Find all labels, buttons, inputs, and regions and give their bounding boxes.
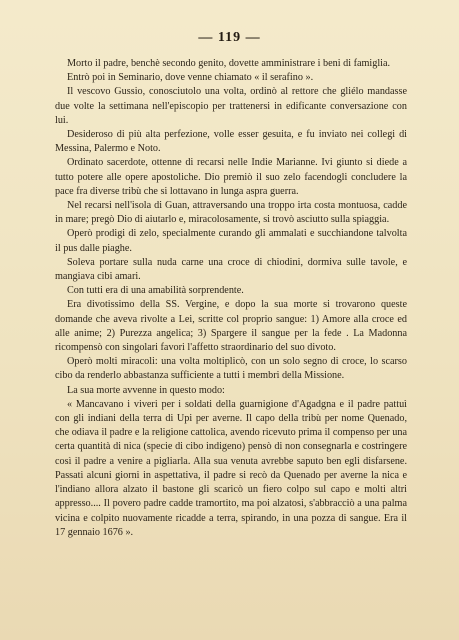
paragraph: Nel recarsi nell'isola di Guan, attraversando una troppo irta costa montuosa, cadde in mare; pregò Dio di aiutarlo e, miracolosamente, si trovò asciutto sulla spiaggia. xyxy=(55,200,407,226)
page-number: — 119 — xyxy=(198,30,261,45)
body-text xyxy=(55,57,407,540)
paragraph: Operò molti miracoli: una volta moltiplicò, con un solo segno di croce, lo scarso cibo da renderlo abbastanza sufficiente a tutti i membri della Missione. xyxy=(55,356,407,382)
paragraph: Morto il padre, benchè secondo genito, dovette amministrare i beni di famiglia. xyxy=(67,58,391,69)
paragraph: Entrò poi in Seminario, dove venne chiamato « il serafino ». xyxy=(67,72,314,84)
paragraph: Operò prodigi di zelo, specialmente curando gli ammalati e succhiandone talvolta il pus dalle piaghe. xyxy=(55,228,407,254)
paragraph: « Mancavano i viveri per i soldati della guarnigione d'Agadgna e il padre pattuì con gli indiani della terra di Upi per averne. Il capo della tribù per nome Quenado, che odiava il padre e la religione cattolica, avendo ricevuto prima il compenso per una certa quantità di nica (specie di cibo indigeno) pensò di non consegnarla e costringere così il padre a venire a pigliarla. Alla sua venuta avrebbe saputo ben egli disfarsene. Passati alcuni giorni in aspettativa, il padre si recò da Quenado per averne la nica e l'indiano allora alzato il bastone gli scaricò un fiero colpo sul capo e molti altri appresso.... Il povero padre cadde tramortito, ma poi alzatosi, s'abbracciò a una palma vicina e colpito nuovamente ricadde a terra, spirando, in una pozza di sangue. Era il 17 gennaio 1676 ». xyxy=(55,398,407,538)
paragraph: Ordinato sacerdote, ottenne di recarsi nelle Indie Marianne. Ivi giunto si diede a tutto potere alle opere apostoliche. Dio premiò il suo zelo facendogli concludere la pace fra diverse tribù che si lottavano in lunga aspra guerra. xyxy=(55,157,407,197)
paragraph: Desideroso di più alta perfezione, volle esser gesuita, e fu inviato nei collegi di Messina, Palermo e Noto. xyxy=(55,129,407,155)
paragraph: Era divotissimo della SS. Vergine, e dopo la sua morte si trovarono queste domande che aveva rivolte a Lei, scritte col proprio sangue: 1) Amore alla croce ed alle anime; 2) Purezza angelica; 3) Spargere il sangue per la fede . La Madonna ricompensò con singolari favori l'affetto straordinario del suo divoto. xyxy=(55,299,407,354)
paragraph: Soleva portare sulla nuda carne una croce di chiodini, dormiva sulle tavole, e mangiava cibi amari. xyxy=(55,256,407,283)
paragraph: Con tutti era di una amabilità sorprendente. xyxy=(67,285,244,297)
paragraph: Il vescovo Gussio, conosciutolo una volta, ordinò al rettore che gliélo mandasse due volte la settimana nell'episcopio per trattenersi in edificante conversazione con lui. xyxy=(55,86,407,126)
paragraph: La sua morte avvenne in questo modo: xyxy=(67,384,225,396)
